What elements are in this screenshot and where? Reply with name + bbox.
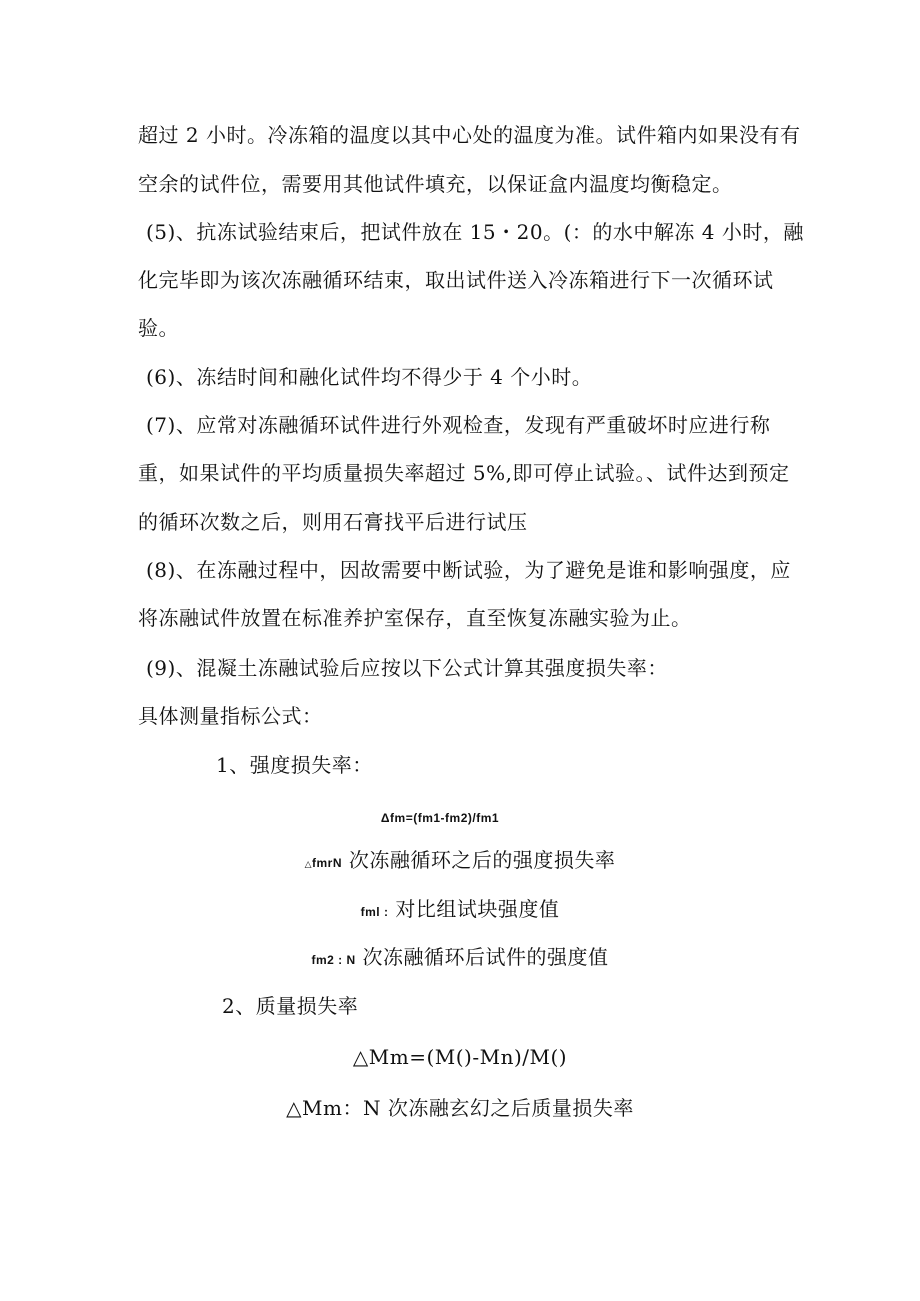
item-8-line: 将冻融试件放置在标准养护室保存，直至恢复冻融实验为止。 bbox=[138, 606, 692, 630]
formula-symbol: fm2 : N bbox=[311, 953, 356, 967]
item-5-line: (5)、抗冻试验结束后，把试件放在 15・20。(：的水中解冻 4 小时，融 bbox=[146, 220, 804, 244]
strength-def-2 bbox=[0, 897, 920, 924]
mass-loss-formula: △Mm=(M()-Mn)∕M() bbox=[352, 1045, 568, 1069]
definition-text: 次冻融循环之后的强度损失率 bbox=[342, 848, 616, 872]
item-9-line: (9)、混凝土冻融试验后应按以下公式计算其强度损失率： bbox=[146, 656, 668, 680]
strength-loss-formula: Δfm=(fm1-fm2)/fm1 bbox=[380, 811, 500, 825]
item-5-line: 化完毕即为该次冻融循环结束，取出试件送入冷冻箱进行下一次循环试 bbox=[138, 268, 774, 292]
formula-symbol: fml : bbox=[360, 905, 389, 919]
definition-text: 对比组试块强度值 bbox=[388, 897, 560, 921]
strength-loss-heading: 1、强度损失率： bbox=[216, 753, 373, 777]
strength-def-3 bbox=[0, 945, 920, 972]
paragraph-line: 超过 2 小时。冷冻箱的温度以其中心处的温度为准。试件箱内如果没有有 bbox=[138, 123, 801, 147]
formula-symbol: fmrN bbox=[312, 856, 343, 870]
item-7-line: 的循环次数之后，则用石膏找平后进行试压 bbox=[138, 510, 528, 534]
definition-text: 次冻融循环后试件的强度值 bbox=[355, 945, 609, 969]
item-8-line: (8)、在冻融过程中，因故需要中断试验，为了避免是谁和影响强度，应 bbox=[146, 558, 791, 582]
item-6-line: (6)、冻结时间和融化试件均不得少于 4 个小时。 bbox=[146, 365, 593, 389]
delta-symbol: △ bbox=[304, 859, 313, 869]
item-7-line: 重，如果试件的平均质量损失率超过 5%,即可停止试验。、试件达到预定 bbox=[138, 461, 790, 485]
item-5-line: 验。 bbox=[138, 316, 179, 340]
strength-def-1 bbox=[0, 848, 920, 876]
formulas-heading: 具体测量指标公式： bbox=[138, 704, 323, 728]
mass-def-1: △Mm：N 次冻融玄幻之后质量损失率 bbox=[286, 1096, 634, 1120]
mass-loss-heading: 2、质量损失率 bbox=[222, 994, 359, 1018]
paragraph-line: 空余的试件位，需要用其他试件填充，以保证盒内温度均衡稳定。 bbox=[138, 172, 733, 196]
item-7-line: (7)、应常对冻融循环试件进行外观检查，发现有严重破坏时应进行称 bbox=[146, 413, 771, 437]
